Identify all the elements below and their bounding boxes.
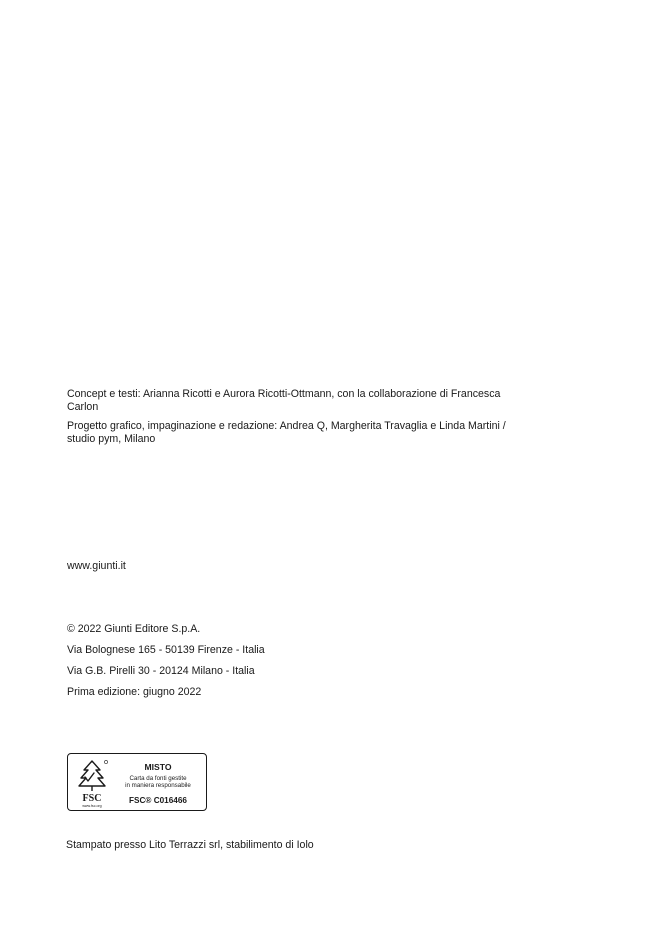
fsc-label	[67, 753, 207, 811]
printer-info: Stampato presso Lito Terrazzi srl, stabilimento di Iolo	[66, 839, 314, 851]
fsc-logo-url: www.fsc.org	[82, 804, 102, 808]
design-credit: Progetto grafico, impaginazione e redazione: Andrea Q, Margherita Travaglia e Linda Martini / studio pym, Milano	[67, 420, 506, 445]
fsc-license-code: FSC® C016466	[129, 796, 187, 805]
address-florence: Via Bolognese 165 - 50139 Firenze - Italia	[67, 644, 265, 656]
imprint-section	[67, 623, 265, 707]
address-milan: Via G.B. Pirelli 30 - 20124 Milano - Italia	[67, 665, 255, 677]
website-url: www.giunti.it	[67, 560, 126, 572]
edition-date: Prima edizione: giugno 2022	[67, 686, 202, 698]
fsc-tree-icon	[72, 757, 112, 809]
fsc-category: MISTO	[144, 762, 172, 772]
credits-section	[67, 388, 507, 452]
fsc-desc-line2: in maniera responsabile	[125, 782, 191, 790]
copyright-notice: © 2022 Giunti Editore S.p.A.	[67, 623, 201, 635]
fsc-logo-text: FSC	[82, 793, 102, 804]
fsc-desc-line1: Carta da fonti gestite	[129, 775, 187, 782]
concept-credit: Concept e testi: Arianna Ricotti e Aurora Ricotti-Ottmann, con la collaborazione di Francesca Carlon	[67, 388, 501, 413]
fsc-description	[112, 775, 204, 790]
